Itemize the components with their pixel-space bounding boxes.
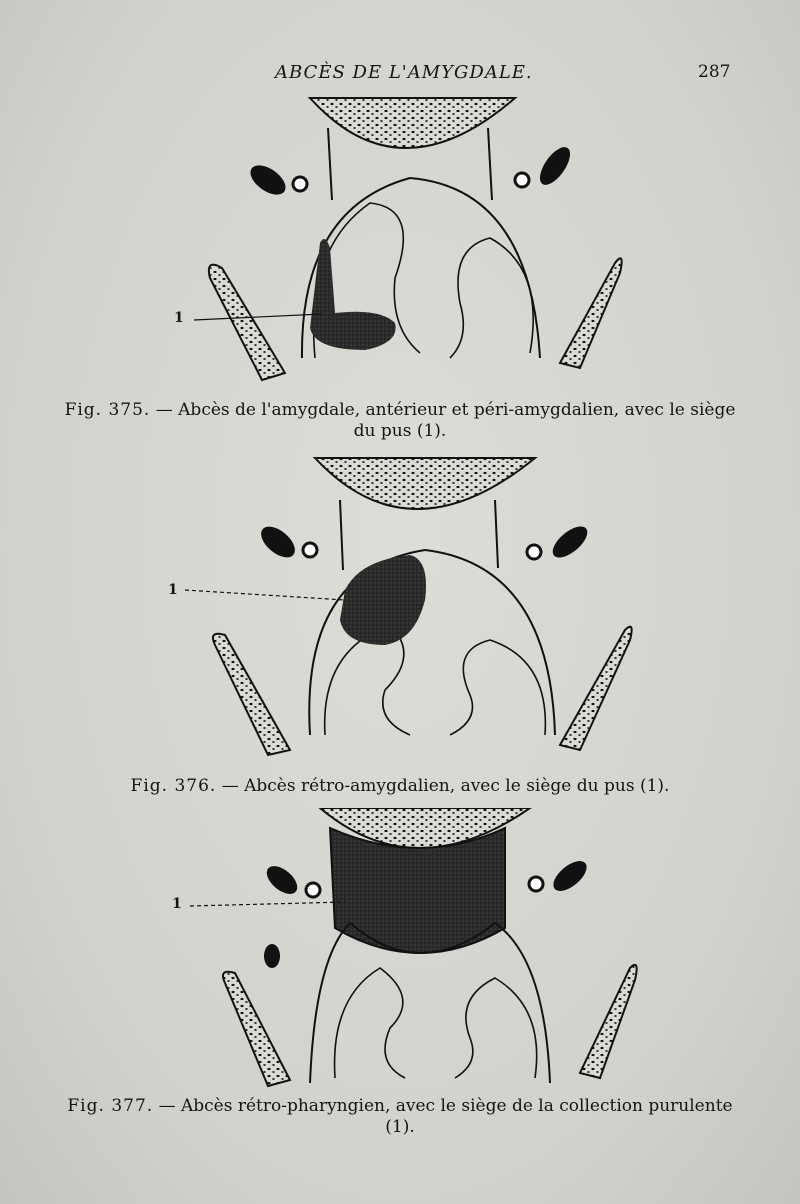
figure-376-drawing bbox=[150, 450, 650, 760]
vessel-left bbox=[245, 160, 290, 201]
vessel-left bbox=[262, 861, 302, 899]
vessel-left bbox=[256, 521, 301, 564]
vessel-right bbox=[547, 521, 592, 563]
figure-375-drawing bbox=[150, 88, 650, 388]
caption-text: — Abcès de l'amygdale, antérieur et péri-amygdalien, avec le siège du pus (1). bbox=[155, 400, 736, 441]
caption-text: — Abcès rétro-amygdalien, avec le siège du pus (1). bbox=[221, 776, 670, 796]
pus-collection bbox=[310, 239, 396, 350]
page-number: 287 bbox=[698, 62, 731, 82]
figure-377-caption bbox=[60, 1096, 740, 1138]
leader-line bbox=[185, 590, 345, 600]
callout-label: 1 bbox=[172, 896, 182, 912]
tonsil-left bbox=[335, 968, 405, 1078]
mandible-right bbox=[580, 965, 637, 1078]
running-title: ABCÈS DE L'AMYGDALE. bbox=[275, 62, 533, 83]
figure-label: Fig. 375. bbox=[64, 400, 151, 420]
figure-377-illustration bbox=[150, 808, 650, 1093]
running-head bbox=[0, 62, 800, 88]
figure-375-illustration bbox=[150, 88, 650, 388]
figure-376-illustration bbox=[150, 450, 650, 760]
figure-376-caption bbox=[60, 776, 740, 797]
ink-spot bbox=[264, 944, 280, 968]
vertebra bbox=[315, 458, 535, 509]
pus-collection bbox=[340, 555, 426, 645]
figure-375-caption bbox=[60, 400, 740, 442]
mandible-left bbox=[223, 972, 290, 1086]
mandible-left bbox=[209, 265, 285, 380]
mandible-left bbox=[213, 634, 290, 755]
vessel-right bbox=[548, 855, 591, 896]
callout-label: 1 bbox=[168, 582, 178, 598]
tonsil-right bbox=[450, 640, 545, 735]
callout-label: 1 bbox=[174, 310, 184, 326]
vessel-right bbox=[534, 142, 576, 190]
figure-label: Fig. 376. bbox=[130, 776, 217, 796]
caption-text: — Abcès rétro-pharyngien, avec le siège de la collection purulente (1). bbox=[158, 1096, 733, 1137]
figure-label: Fig. 377. bbox=[67, 1096, 154, 1116]
leader-line bbox=[190, 902, 345, 906]
mandible-right bbox=[560, 627, 632, 750]
mandible-right bbox=[560, 258, 622, 368]
figure-377-drawing bbox=[150, 808, 650, 1093]
tonsil-right bbox=[450, 238, 533, 358]
tonsil-right bbox=[455, 978, 537, 1078]
vertebra bbox=[310, 98, 515, 148]
